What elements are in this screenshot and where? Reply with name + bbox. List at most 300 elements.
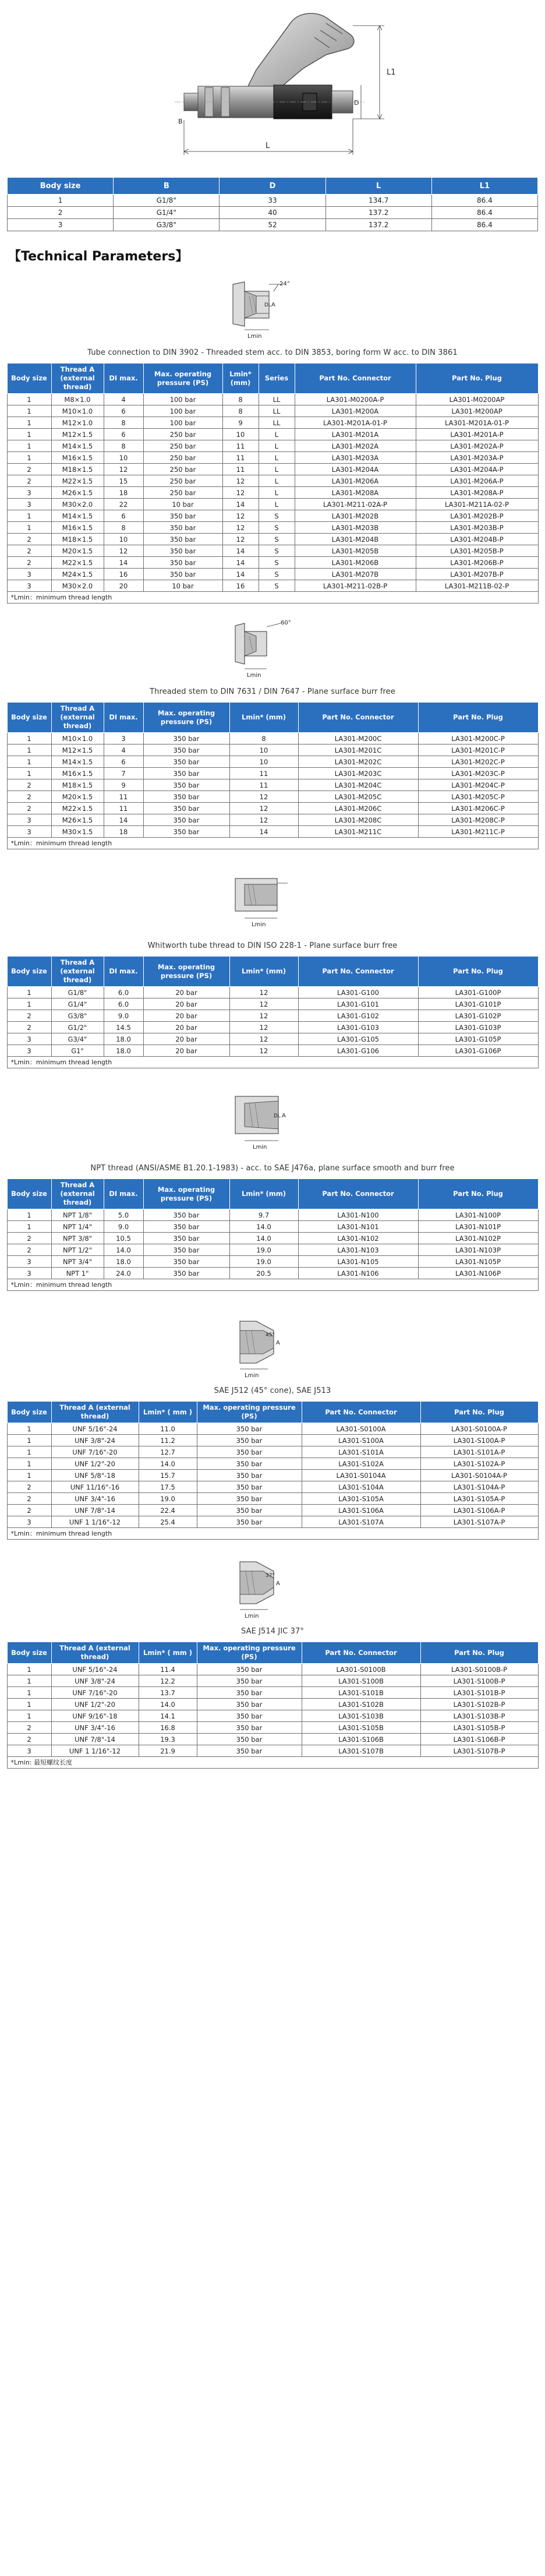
table-row [7, 987, 538, 998]
header-cell: Thread A (external thread) [51, 1642, 139, 1664]
table-cell: G3/4" [51, 1033, 104, 1045]
table-cell: LA301-S0100B-P [420, 1664, 538, 1675]
table-cell: G1/2" [51, 1022, 104, 1033]
table-cell: 2 [7, 1505, 51, 1516]
table-cell: LA301-S0104A-P [420, 1470, 538, 1481]
table-cell: 1 [7, 1710, 51, 1722]
table-cell: LA301-S106A-P [420, 1505, 538, 1516]
table-cell: M10×1.0 [51, 733, 104, 744]
table-cell: 1 [7, 998, 51, 1010]
table-cell: UNF 11/16"-16 [51, 1481, 139, 1493]
table-cell: 2 [7, 534, 51, 545]
table-cell: 6 [104, 429, 143, 440]
table-cell: M14×1.5 [51, 510, 104, 522]
table-header-row [7, 957, 538, 987]
table-cell: 350 bar [197, 1435, 302, 1446]
table-cell: LA301-S0100A [302, 1423, 420, 1435]
table-cell: 3 [7, 487, 51, 499]
table-header-row [7, 703, 538, 733]
table-cell: LA301-M201C-P [418, 744, 538, 756]
header-cell: Body size [7, 703, 51, 733]
table-cell: LA301-N103 [298, 1244, 418, 1256]
header-cell: Thread A (external thread) [51, 1179, 104, 1209]
table-cell: 350 bar [143, 756, 229, 768]
table-cell: 52 [220, 219, 325, 231]
table-cell: 24.0 [104, 1268, 143, 1279]
table-cell: 10 [229, 744, 298, 756]
table-cell: 6 [104, 405, 143, 417]
table-cell: M22×1.5 [51, 557, 104, 569]
table-header-row [7, 1642, 538, 1664]
dim-l1-label: L1 [387, 68, 396, 77]
lever-handle [245, 13, 354, 93]
lmin-label: Lmin [252, 922, 266, 928]
table-cell: LA301-M204C-P [418, 779, 538, 791]
table-cell: 15.7 [139, 1470, 197, 1481]
header-cell: Part No. Plug [420, 1642, 538, 1664]
header-cell: Part No. Connector [298, 703, 418, 733]
table-cell: 1 [7, 987, 51, 998]
table-cell: LA301-G106P [418, 1045, 538, 1057]
table-cell: M18×1.5 [51, 534, 104, 545]
table-cell: 12 [222, 522, 259, 534]
table-cell: 14 [222, 545, 259, 557]
header-cell: Thread A (external thread) [51, 1402, 139, 1423]
table-cell: 3 [7, 826, 51, 838]
header-cell: Part No. Plug [418, 1179, 538, 1209]
table-cell: 21.9 [139, 1745, 197, 1757]
din7631-table [7, 702, 539, 849]
table-cell: LA301-S105A-P [420, 1493, 538, 1505]
table-cell: 22 [104, 499, 143, 510]
table-cell: 1 [7, 510, 51, 522]
table-cell: M18×1.5 [51, 779, 104, 791]
table-row [7, 1493, 538, 1505]
header-cell: DI max. [104, 703, 143, 733]
table-cell: 12 [222, 534, 259, 545]
table-cell: LA301-M201A-P [416, 429, 538, 440]
table-row [7, 464, 538, 475]
table-cell: L [259, 464, 295, 475]
table-cell: LA301-M200C [298, 733, 418, 744]
table-row [7, 1722, 538, 1734]
header-cell: Part No. Plug [418, 703, 538, 733]
table-row [7, 522, 538, 534]
table-cell: LA301-S102A [302, 1458, 420, 1470]
table-cell: 137.2 [325, 219, 431, 231]
table-row [7, 1446, 538, 1458]
table-cell: S [259, 545, 295, 557]
table-cell: 1 [7, 440, 51, 452]
table-cell: 350 bar [143, 1256, 229, 1268]
table-cell: LA301-M200AP [416, 405, 538, 417]
dl-label: DL [264, 302, 271, 308]
table-cell: LA301-M204A [295, 464, 416, 475]
table-cell: 13.7 [139, 1687, 197, 1699]
npt-table [7, 1178, 539, 1291]
whitworth-drawing [0, 869, 545, 939]
table-cell: 1 [7, 1221, 51, 1233]
table-cell: 9.0 [104, 1010, 143, 1022]
table-cell: 1 [7, 1470, 51, 1481]
table-cell: L [259, 487, 295, 499]
table-cell: G1/4" [51, 998, 104, 1010]
header-cell: Body size [7, 1642, 51, 1664]
table-cell: 20 bar [143, 1033, 229, 1045]
table-cell: 6.0 [104, 998, 143, 1010]
header-cell: Part No. Plug [416, 364, 538, 394]
table-cell: UNF 5/16"-24 [51, 1423, 139, 1435]
table-cell: UNF 3/8"-24 [51, 1675, 139, 1687]
header-cell: Body size [7, 364, 51, 394]
table-cell: UNF 7/8"-14 [51, 1505, 139, 1516]
table-row [7, 733, 538, 744]
table-cell: LA301-S0100A-P [420, 1423, 538, 1435]
header-cell: L [325, 178, 431, 195]
table-cell: G3/8" [51, 1010, 104, 1022]
table-cell: LA301-N100 [298, 1209, 418, 1221]
table-row [7, 452, 538, 464]
table-cell: NPT 3/8" [51, 1233, 104, 1244]
table-cell: LA301-M211-02A-P [295, 499, 416, 510]
table-cell: LA301-N106 [298, 1268, 418, 1279]
table-cell: LA301-M203C-P [418, 768, 538, 779]
table-cell: 350 bar [197, 1505, 302, 1516]
table-row [7, 487, 538, 499]
table-cell: LA301-S100B [302, 1675, 420, 1687]
table-cell: 12 [229, 1022, 298, 1033]
table-cell: G1/8" [51, 987, 104, 998]
table-cell: 18 [104, 826, 143, 838]
angle-37-label: 37° [266, 1573, 275, 1579]
table-cell: S [259, 522, 295, 534]
table-cell: LA301-M203A [295, 452, 416, 464]
table-row [7, 405, 538, 417]
table-footnote: *Lmin：minimum thread length [7, 1057, 538, 1068]
table-cell: M22×1.5 [51, 803, 104, 814]
table-row [7, 440, 538, 452]
table-cell: M26×1.5 [51, 814, 104, 826]
header-cell: Part No. Connector [295, 364, 416, 394]
dl-label: DL [274, 1113, 281, 1119]
table-cell: LA301-M211C [298, 826, 418, 838]
table-cell: LA301-S102A-P [420, 1458, 538, 1470]
table-cell: LA301-M205B-P [416, 545, 538, 557]
table-cell: LA301-S106A [302, 1505, 420, 1516]
table-cell: UNF 3/8"-24 [51, 1435, 139, 1446]
table-cell: 1 [7, 733, 51, 744]
table-body [7, 1664, 538, 1757]
table-row [7, 429, 538, 440]
table-cell: L [259, 429, 295, 440]
table-footnote: *Lmin：minimum thread length [7, 838, 538, 849]
table-cell: LA301-S100B-P [420, 1675, 538, 1687]
table-row [7, 1481, 538, 1493]
table-cell: 8 [104, 417, 143, 429]
table-cell: 2 [7, 545, 51, 557]
table-cell: M16×1.5 [51, 768, 104, 779]
table-cell: LA301-S0104A [302, 1470, 420, 1481]
table-cell: LA301-M203B-P [416, 522, 538, 534]
table-cell: 9.7 [229, 1209, 298, 1221]
table-cell: LA301-S101B [302, 1687, 420, 1699]
header-cell: Lmin* ( mm ) [139, 1402, 197, 1423]
table-cell: LA301-M0200A-P [295, 394, 416, 405]
table-cell: 16 [104, 569, 143, 580]
table-cell: L [259, 499, 295, 510]
table-cell: 14 [222, 569, 259, 580]
table-row [7, 1221, 538, 1233]
table-cell: 20 bar [143, 1022, 229, 1033]
table-cell: 350 bar [197, 1687, 302, 1699]
table-cell: LA301-S104A-P [420, 1481, 538, 1493]
table-cell: 14 [229, 826, 298, 838]
table-cell: LA301-M200A [295, 405, 416, 417]
table-cell: 14.0 [229, 1221, 298, 1233]
table-cell: L [259, 440, 295, 452]
table-cell: UNF 1 1/16"-12 [51, 1745, 139, 1757]
table-cell: 350 bar [197, 1458, 302, 1470]
table-cell: 14 [222, 499, 259, 510]
table-cell: 14 [104, 814, 143, 826]
table-cell: LA301-G103 [298, 1022, 418, 1033]
table-cell: 1 [7, 417, 51, 429]
table-cell: LA301-M203A-P [416, 452, 538, 464]
table-row [7, 1516, 538, 1528]
table-cell: 10 bar [143, 499, 222, 510]
table-cell: 350 bar [143, 814, 229, 826]
table-cell: LA301-M207B-P [416, 569, 538, 580]
table-cell: LA301-M200C-P [418, 733, 538, 744]
table-cell: L [259, 475, 295, 487]
table-cell: G3/8" [114, 219, 220, 231]
table-cell: 8 [229, 733, 298, 744]
table-row [7, 417, 538, 429]
table-cell: 11 [222, 464, 259, 475]
table-cell: 22.4 [139, 1505, 197, 1516]
table-cell: 1 [7, 1446, 51, 1458]
table-body [7, 987, 538, 1057]
table-cell: 100 bar [143, 405, 222, 417]
table-cell: 1 [7, 452, 51, 464]
table-cell: 12 [229, 791, 298, 803]
table-body [7, 394, 538, 592]
table-row [7, 1505, 538, 1516]
table-cell: 18.0 [104, 1033, 143, 1045]
table-row [7, 1033, 538, 1045]
table-cell: 18.0 [104, 1045, 143, 1057]
table-cell: M14×1.5 [51, 756, 104, 768]
table-cell: LA301-M204C [298, 779, 418, 791]
table-row [7, 756, 538, 768]
table-row [7, 545, 538, 557]
table-cell: 350 bar [143, 545, 222, 557]
table-cell: 3 [8, 219, 114, 231]
header-cell: Thread A (external thread) [51, 364, 104, 394]
header-cell: Part No. Connector [302, 1402, 420, 1423]
header-cell: Lmin* (mm) [229, 703, 298, 733]
table-cell: 2 [7, 1022, 51, 1033]
table-cell: 6.0 [104, 987, 143, 998]
table-cell: LA301-S101A [302, 1446, 420, 1458]
table-cell: 14.0 [139, 1458, 197, 1470]
table-cell: LA301-M205B [295, 545, 416, 557]
table-cell: 19.0 [229, 1256, 298, 1268]
table-cell: 350 bar [143, 1221, 229, 1233]
table-cell: 20 bar [143, 1010, 229, 1022]
table-cell: LA301-S102B [302, 1699, 420, 1710]
header-cell: Max. operating pressure (PS) [143, 703, 229, 733]
table-cell: 250 bar [143, 440, 222, 452]
din3902-table [7, 363, 539, 604]
header-cell: Series [259, 364, 295, 394]
table-cell: LA301-M208A-P [416, 487, 538, 499]
table-cell: 14.1 [139, 1710, 197, 1722]
table-cell: 350 bar [197, 1745, 302, 1757]
table-cell: 1 [7, 1699, 51, 1710]
table-cell: M12×1.0 [51, 417, 104, 429]
table-cell: 1 [7, 1435, 51, 1446]
sae-j514-table [7, 1642, 539, 1769]
table-cell: 11.4 [139, 1664, 197, 1675]
table-footnote: *Lmin：minimum thread length [7, 1528, 538, 1540]
table-cell: 350 bar [197, 1710, 302, 1722]
table-cell: LA301-M206A [295, 475, 416, 487]
table-cell: LA301-S105B [302, 1722, 420, 1734]
table-row [7, 791, 538, 803]
table-cell: 1 [7, 394, 51, 405]
table-cell: G1" [51, 1045, 104, 1057]
header-cell: Thread A (external thread) [51, 703, 104, 733]
header-cell: Part No. Connector [298, 1179, 418, 1209]
table-cell: LA301-M211C-P [418, 826, 538, 838]
table-cell: 12 [222, 487, 259, 499]
table-cell: 3 [7, 1516, 51, 1528]
table-cell: LA301-S103B [302, 1710, 420, 1722]
table-cell: 250 bar [143, 487, 222, 499]
table-cell: M18×1.5 [51, 464, 104, 475]
table-cell: 12 [229, 987, 298, 998]
table-cell: UNF 3/4"-16 [51, 1722, 139, 1734]
table-cell: NPT 3/4" [51, 1256, 104, 1268]
table-cell: 2 [8, 207, 114, 219]
table-cell: 350 bar [143, 557, 222, 569]
header-cell: Max. operating pressure (PS) [143, 1179, 229, 1209]
table-cell: LA301-M202B-P [416, 510, 538, 522]
table-row [8, 207, 538, 219]
table-cell: 86.4 [431, 207, 537, 219]
table-cell: 11 [222, 440, 259, 452]
header-cell: D [220, 178, 325, 195]
table-row [7, 1458, 538, 1470]
table-cell: 350 bar [197, 1722, 302, 1734]
header-cell: B [114, 178, 220, 195]
table-cell: M26×1.5 [51, 487, 104, 499]
table-cell: 12 [222, 510, 259, 522]
table-cell: 350 bar [143, 510, 222, 522]
table-footnote: *Lmin：minimum thread length [7, 592, 538, 604]
table-cell: L [259, 452, 295, 464]
header-cell: Part No. Connector [302, 1642, 420, 1664]
table-cell: UNF 7/16"-20 [51, 1687, 139, 1699]
table-cell: 350 bar [143, 803, 229, 814]
table-cell: 3 [7, 814, 51, 826]
table-row [7, 580, 538, 592]
table-cell: 2 [7, 1722, 51, 1734]
table-cell: G1/4" [114, 207, 220, 219]
header-cell: Lmin* (mm) [229, 1179, 298, 1209]
table-cell: 1 [7, 1675, 51, 1687]
table-cell: LA301-M208A [295, 487, 416, 499]
table-cell: 20 bar [143, 1045, 229, 1057]
table-cell: LA301-G101 [298, 998, 418, 1010]
table-row [7, 1022, 538, 1033]
table-cell: 16.8 [139, 1722, 197, 1734]
table-cell: S [259, 580, 295, 592]
table-cell: LA301-N101 [298, 1221, 418, 1233]
din7631-drawing [0, 615, 545, 685]
table-cell: 20 bar [143, 998, 229, 1010]
dimension-table [7, 177, 538, 231]
table-cell: M10×1.0 [51, 405, 104, 417]
table-cell: M20×1.5 [51, 545, 104, 557]
table-cell: LA301-M203B [295, 522, 416, 534]
header-cell: Max. operating pressure (PS) [143, 957, 229, 987]
table-cell: 1 [7, 1458, 51, 1470]
table-cell: 4 [104, 744, 143, 756]
quick-connector-drawing [0, 0, 545, 172]
table-cell: 3 [7, 580, 51, 592]
table-cell: LA301-S105A [302, 1493, 420, 1505]
table-cell: LA301-S107B [302, 1745, 420, 1757]
table-cell: 1 [7, 1664, 51, 1675]
table-cell: LA301-N106P [418, 1268, 538, 1279]
table-cell: LA301-N102 [298, 1233, 418, 1244]
table-cell: 2 [7, 1244, 51, 1256]
table-body [7, 733, 538, 838]
table-cell: LA301-S107B-P [420, 1745, 538, 1757]
table-cell: 15 [104, 475, 143, 487]
table-cell: 10 [229, 756, 298, 768]
table-cell: UNF 9/16"-18 [51, 1710, 139, 1722]
header-cell: Max. operating pressure (PS) [197, 1642, 302, 1664]
thread-a-label: A [282, 1113, 286, 1119]
table-cell: 2 [7, 1010, 51, 1022]
table-cell: LA301-M211B-02-P [416, 580, 538, 592]
table-cell: 8 [104, 522, 143, 534]
dim-d-label: D [354, 99, 359, 107]
table-cell: 14.0 [104, 1244, 143, 1256]
table-cell: 2 [7, 557, 51, 569]
table-cell: 12 [104, 464, 143, 475]
table-row [8, 195, 538, 207]
table-cell: LA301-G101P [418, 998, 538, 1010]
table-row [7, 1423, 538, 1435]
table-cell: LA301-M202B [295, 510, 416, 522]
table-row [7, 1675, 538, 1687]
table-cell: 1 [7, 1687, 51, 1699]
table-row [7, 534, 538, 545]
npt-drawing [0, 1088, 545, 1162]
table-row [7, 1470, 538, 1481]
table-cell: LA301-M202C [298, 756, 418, 768]
table-footnote: *Lmin: 最短螺纹长度 [7, 1757, 538, 1769]
table-cell: LA301-G102P [418, 1010, 538, 1022]
table-row [7, 1045, 538, 1057]
header-cell: Thread A (external thread) [51, 957, 104, 987]
header-cell: Part No. Plug [418, 957, 538, 987]
table-cell: 12 [222, 475, 259, 487]
